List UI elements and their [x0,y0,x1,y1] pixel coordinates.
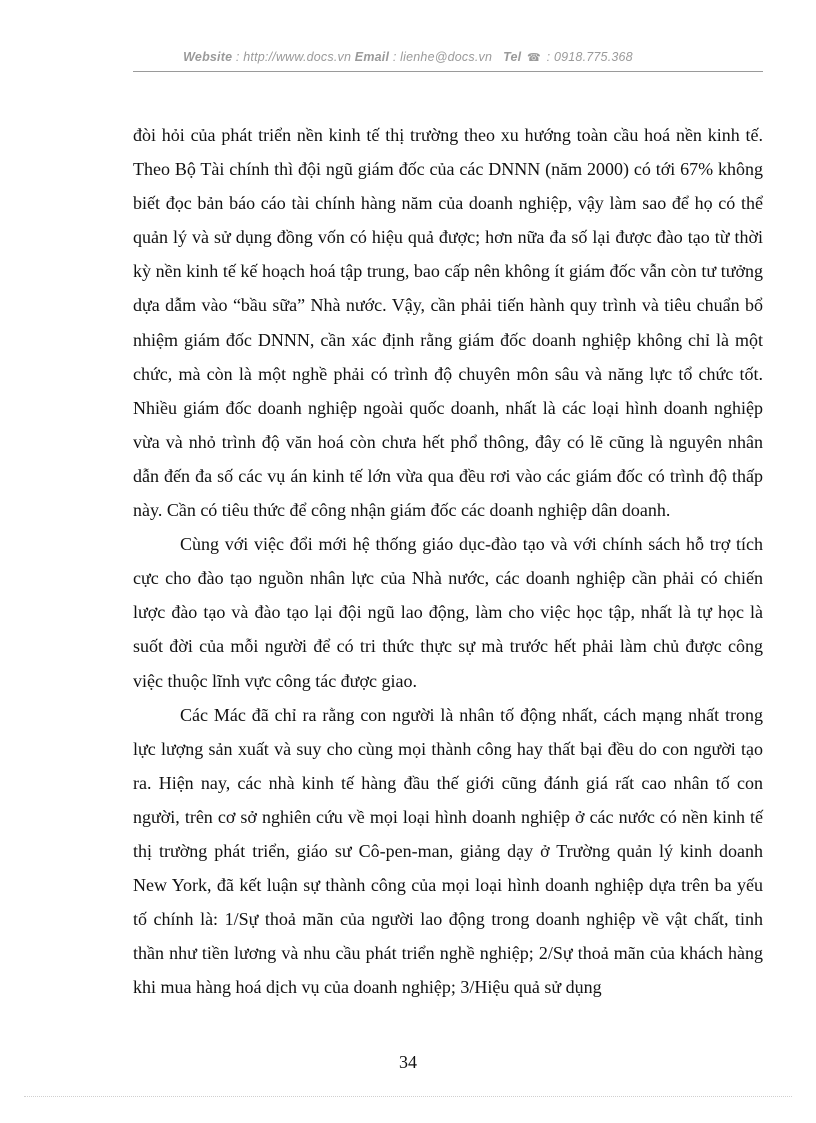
header-divider [133,71,763,72]
document-body [133,118,763,1004]
email-link[interactable]: lienhe@docs.vn [400,50,493,64]
page-header [0,50,816,64]
tel-label: Tel [503,50,522,64]
footer-divider [24,1096,792,1097]
paragraph-3: Các Mác đã chỉ ra rằng con người là nhân tố động nhất, cách mạng nhất trong lực lượng sản xuất và suy cho cùng mọi thành công hay thất bại đều do con người tạo ra. Hiện nay, các nhà kinh tế hàng đầu thế giới cũng đánh giá rất cao nhân tố con người, trên cơ sở nghiên cứu về mọi loại hình doanh nghiệp ở các nước có nền kinh tế thị trường phát triển, giáo sư Cô-pen-man, giảng dạy ở Trường quản lý kinh doanh New York, đã kết luận sự thành công của mọi loại hình doanh nghiệp dựa trên ba yếu tố chính là: 1/Sự thoả mãn của người lao động trong doanh nghiệp về vật chất, tinh thần như tiền lương và nhu cầu phát triển nghề nghiệp; 2/Sự thoả mãn của khách hàng khi mua hàng hoá dịch vụ của doanh nghiệp; 3/Hiệu quả sử dụng [133,704,763,998]
website-label: Website [183,50,233,64]
page-number: 34 [399,1052,417,1072]
tel-separator: : [542,50,554,64]
website-url-link[interactable]: http://www.docs.vn [243,50,352,64]
email-separator: : [389,50,401,64]
email-label: Email [354,50,390,64]
website-separator: : [232,50,244,64]
paragraph-2: Cùng với việc đổi mới hệ thống giáo dục-đào tạo và với chính sách hỗ trợ tích cực cho đào tạo nguồn nhân lực của Nhà nước, các doanh nghiệp cần phải có chiến lược đào tạo và đào tạo lại đội ngũ lao động, làm cho việc học tập, nhất là tự học là suốt đời của mỗi người để có tri thức thực sự mà trước hết phải làm chủ được công việc thuộc lĩnh vực công tác được giao. [133,534,763,691]
tel-value: 0918.775.368 [553,50,633,64]
paragraph-1: đòi hỏi của phát triển nền kinh tế thị trường theo xu hướng toàn cầu hoá nền kinh tế. Theo Bộ Tài chính thì đội ngũ giám đốc của các DNNN (năm 2000) có tới 67% không biết đọc bản báo cáo tài chính hàng năm của doanh nghiệp, vậy làm sao để họ có thể quản lý và sử dụng đồng vốn có hiệu quả được; hơn nữa đa số lại được đào tạo từ thời kỳ nền kinh tế kế hoạch hoá tập trung, bao cấp nên không ít giám đốc vẫn còn tư tưởng dựa dẫm vào “bầu sữa” Nhà nước. Vậy, cần phải tiến hành quy trình và tiêu chuẩn bổ nhiệm giám đốc DNNN, cần xác định rằng giám đốc doanh nghiệp không chỉ là một chức, mà còn là một nghề phải có trình độ chuyên môn sâu và năng lực tổ chức tốt. Nhiều giám đốc doanh nghiệp ngoài quốc doanh, nhất là các loại hình doanh nghiệp vừa và nhỏ trình độ văn hoá còn chưa hết phổ thông, đây có lẽ cũng là nguyên nhân dẫn đến đa số các vụ án kinh tế lớn vừa qua đều rơi vào các giám đốc có trình độ thấp này. Cần có tiêu thức để công nhận giám đốc các doanh nghiệp dân doanh. [133,125,763,521]
phone-icon: ☎ [527,52,541,64]
